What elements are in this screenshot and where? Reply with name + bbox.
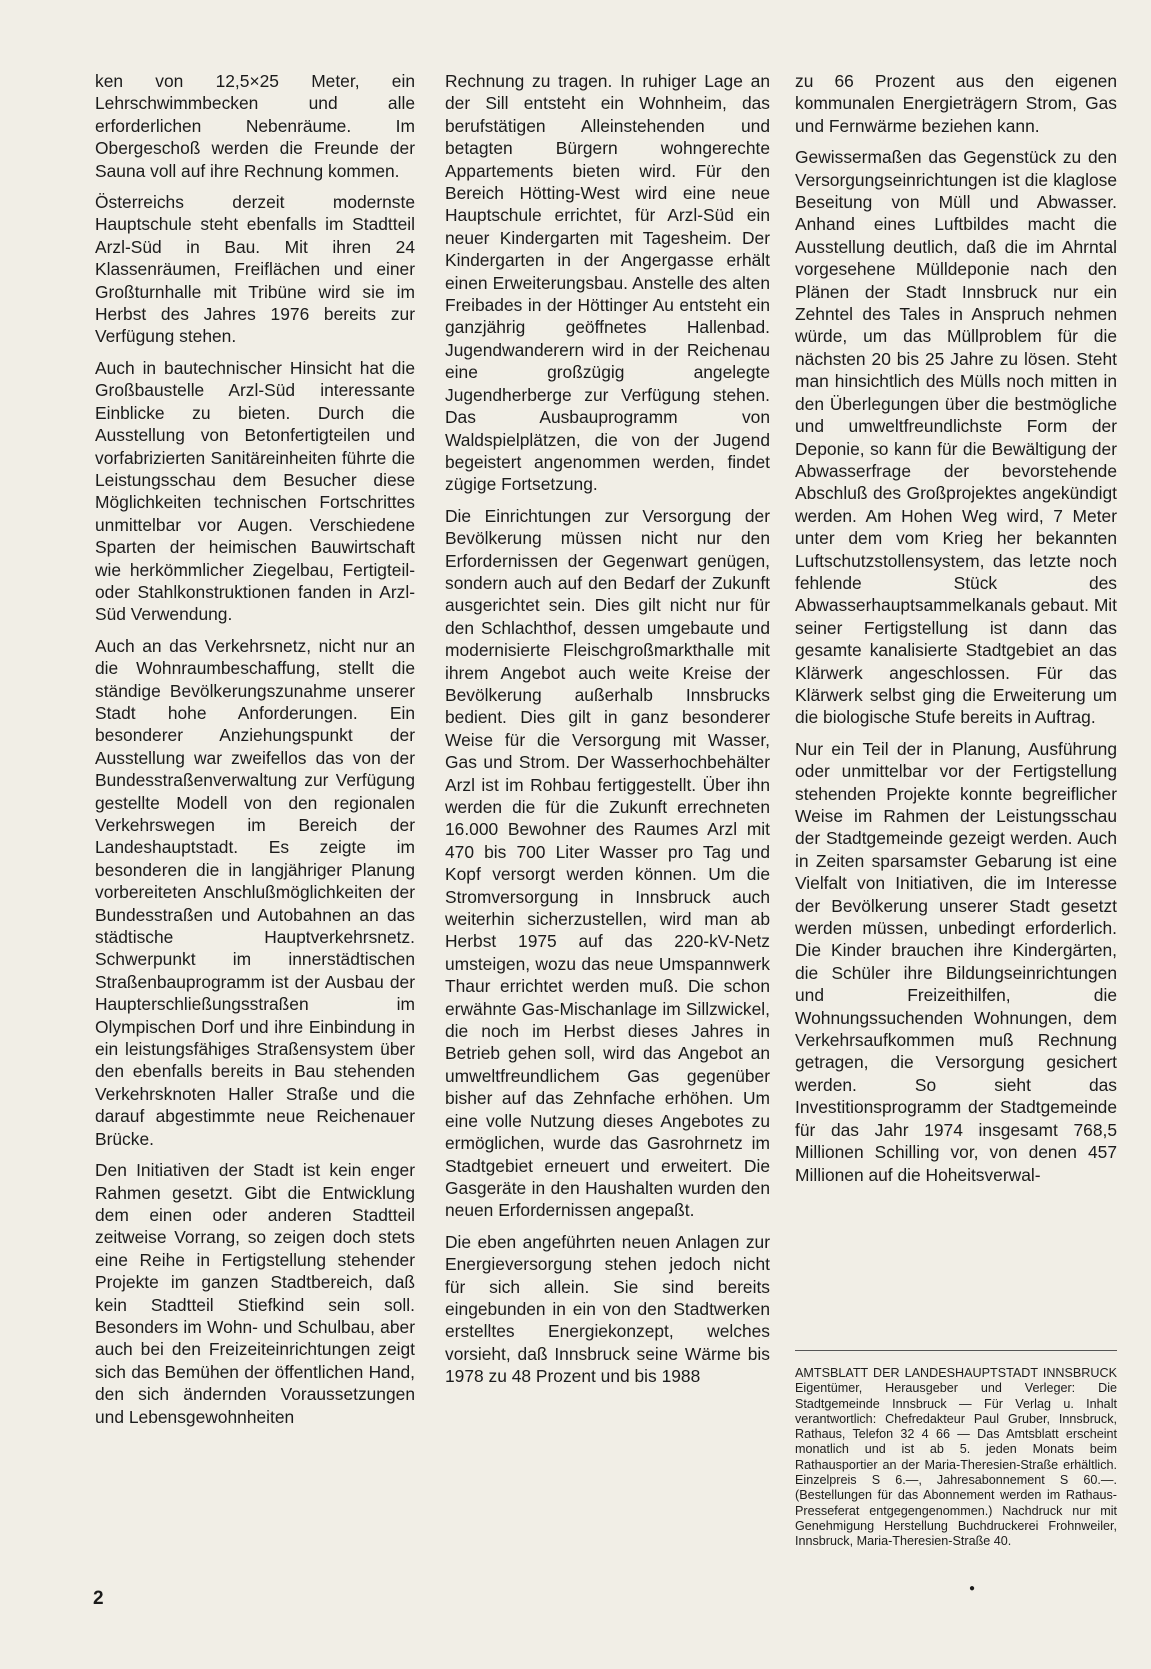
paragraph: zu 66 Prozent aus den eigenen kommunalen Energieträgern Strom, Gas und Fernwärme beziehen kann. [795, 71, 1117, 136]
paragraph: Gewissermaßen das Gegenstück zu den Versorgungseinrichtungen ist die klaglose Beseitung von Müll und Abwasser. Anhand eines Luftbildes macht die Ausstellung deutlich, daß die im Ahrntal vorgesehene Mülldeponie nach den Plänen der Stadt Innsbruck nur ein Zehntel des Tales in Anspruch nehmen würde, um das Müllproblem für die nächsten 20 bis 25 Jahre zu lösen. Steht man hinsichtlich des Mülls noch mitten in den Überlegungen über die bestmögliche und umweltfreundlichste Form der Deponie, so kann für die Bewältigung der Abwasserfrage der bevorstehende Abschluß des Großprojektes angekündigt werden. Am Hohen Weg wird, 7 Meter unter dem vom Krieg her bekannten Luftschutzstollensystem, das letzte noch fehlende Stück des Abwasserhauptsammelkanals gebaut. Mit seiner Fertigstellung ist dann das gesamte kanalisierte Stadtgebiet an das Klärwerk angeschlossen. Für das Klärwerk selbst ging die Erweiterung um die biologische Stufe bereits in Auftrag. [795, 147, 1117, 728]
paragraph: Nur ein Teil der in Planung, Ausführung oder unmittelbar vor der Fertigstellung stehenden Projekte konnte begreiflicher Weise im Rahmen der Leistungsschau der Stadtgemeinde gezeigt werden. Auch in Zeiten sparsamster Gebarung ist eine Vielfalt von Initiativen, die im Interesse der Bevölkerung unserer Stadt gesetzt werden müssen, unbedingt erforderlich. Die Kinder brauchen ihre Kindergärten, die Schüler ihre Bildungseinrichtungen und Freizeithilfen, die Wohnungssuchenden Wohnungen, dem Verkehrsaufkommen muß Rechnung getragen, die Versorgung gesichert werden. So sieht das Investitionsprogramm der Stadtgemeinde für das Jahr 1974 insgesamt 768,5 Millionen Schilling vor, von denen 457 Millionen auf die Hoheitsverwal- [795, 738, 1117, 1185]
paragraph: Den Initiativen der Stadt ist kein enger Rahmen gesetzt. Gibt die Entwicklung dem einen oder anderen Stadtteil zeitweise Vorrang, so zeigen doch stets eine Reihe in Fertigstellung stehender Projekte im ganzen Stadtbereich, daß kein Stadtteil Stiefkind sein soll. Besonders im Wohn- und Schulbau, aber auch bei den Freizeiteinrichtungen zeigt sich das Bemühen der öffentlichen Hand, den sich ändernden Voraussetzungen und Lebensgewohnheiten [95, 1160, 415, 1427]
print-mark: ● [969, 1583, 976, 1594]
text-column-2 [445, 70, 770, 1397]
text-column-3 [795, 70, 1117, 1195]
imprint-divider [795, 1350, 1117, 1351]
paragraph: ken von 12,5×25 Meter, ein Lehrschwimmbecken und alle erforderlichen Nebenräume. Im Obergeschoß werden die Freunde der Sauna voll auf ihre Rechnung kommen. [95, 71, 415, 181]
paragraph: Rechnung zu tragen. In ruhiger Lage an der Sill entsteht ein Wohnheim, das berufstätigen Alleinstehenden und betagten Bürgern wohngerechte Appartements bieten wird. Für den Bereich Hötting-West wird eine neue Hauptschule errichtet, für Arzl-Süd ein neuer Kindergarten mit Tagesheim. Der Kindergarten in der Angergasse erhält einen Erweiterungsbau. Anstelle des alten Freibades in der Höttinger Au entsteht ein ganzjährig geöffnetes Hallenbad. Jugendwanderern wird in der Reichenau eine großzügig angelegte Jugendherberge zur Verfügung stehen. Das Ausbauprogramm von Waldspielplätzen, die von der Jugend begeistert angenommen werden, findet zügige Fortsetzung. [445, 71, 770, 495]
paragraph: Auch in bautechnischer Hinsicht hat die Großbaustelle Arzl-Süd interessante Einblicke zu bieten. Durch die Ausstellung von Betonfertigteilen und vorfabrizierten Sanitäreinheiten führte die Leistungsschau dem Besucher diese Möglichkeiten technischen Fortschrittes unmittelbar vor Augen. Verschiedene Sparten der heimischen Bauwirtschaft wie herkömmlicher Ziegelbau, Fertigteil- oder Stahlkonstruktionen fanden in Arzl-Süd Verwendung. [95, 357, 415, 625]
imprint-block: AMTSBLATT DER LANDESHAUPTSTADT INNSBRUCK Eigentümer, Herausgeber und Verleger: Die Stadtgemeinde Innsbruck — Für Verlag u. Inhalt verantwortlich: Chefredakteur Paul Gruber, Innsbruck, Rathaus, Telefon 32 4 66 — Das Amtsblatt erscheint monatlich und ist ab 5. jeden Monats beim Rathausportier an der Maria-Theresien-Straße erhältlich. Einzelpreis S 6.—, Jahresabonnement S 60.—. (Bestellungen für das Abonnement werden im Rathaus-Presseferat entgegengenommen.) Nachdruck nur mit Genehmigung Herstellung Buchdruckerei Frohnweiler, Innsbruck, Maria-Theresien-Straße 40. [795, 1366, 1117, 1549]
paragraph: Die eben angeführten neuen Anlagen zur Energieversorgung stehen jedoch nicht für sich allein. Sie sind bereits eingebunden in ein von den Stadtwerken erstelltes Energiekonzept, welches vorsieht, daß Innsbruck seine Wärme bis 1978 zu 48 Prozent und bis 1988 [445, 1231, 770, 1387]
paragraph: Die Einrichtungen zur Versorgung der Bevölkerung müssen nicht nur den Erfordernissen der Gegenwart genügen, sondern auch auf den Bedarf der Zukunft ausgerichtet sein. Dies gilt nicht nur für den Schlachthof, dessen umgebaute und modernisierte Fleischgroßmarkthalle mit ihrem Angebot auch weite Kreise der Bevölkerung außerhalb Innsbrucks bedient. Dies gilt in ganz besonderer Weise für die Versorgung mit Wasser, Gas und Strom. Der Wasserhochbehälter Arzl ist im Rohbau fertiggestellt. Über ihn werden die für die Zukunft errechneten 16.000 Bewohner des Raumes Arzl mit 470 bis 700 Liter Wasser pro Tag und Kopf versorgt werden können. Um die Stromversorgung in Innsbruck auch weiterhin sicherzustellen, wird man ab Herbst 1975 auf das 220-kV-Netz umsteigen, wozu das neue Umspannwerk Thaur errichtet werden muß. Die schon erwähnte Gas-Mischanlage im Sillzwickel, die noch im Herbst dieses Jahres in Betrieb gehen soll, wird das Angebot an umweltfreundlichem Gas gegenüber bisher auf das Zehnfache erhöhen. Um eine volle Nutzung dieses Angebotes zu ermöglichen, wurde das Gasrohrnetz im Stadtgebiet erneuert und erweitert. Die Gasgeräte in den Haushalten wurden den neuen Erfordernissen angepaßt. [445, 505, 770, 1221]
page-number: 2 [93, 1588, 104, 1609]
paragraph: Österreichs derzeit modernste Hauptschule steht ebenfalls im Stadtteil Arzl-Süd in Bau. Mit ihren 24 Klassenräumen, Freiflächen und einer Großturnhalle mit Tribüne wird sie im Herbst des Jahres 1976 bereits zur Verfügung stehen. [95, 192, 415, 347]
paragraph: Auch an das Verkehrsnetz, nicht nur an die Wohnraumbeschaffung, stellt die ständige Bevölkerungszunahme unserer Stadt hohe Anforderungen. Ein besonderer Anziehungspunkt der Ausstellung war zweifellos das von der Bundesstraßenverwaltung zur Verfügung gestellte Modell von den regionalen Verkehrswegen im Bereich der Landeshauptstadt. Es zeigte im besonderen die in langjähriger Planung vorbereiteten Anschlußmöglichkeiten der Bundesstraßen und Autobahnen an das städtische Hauptverkehrsnetz. Schwerpunkt im innerstädtischen Straßenbauprogramm ist der Ausbau der Haupterschließungsstraßen im Olympischen Dorf und ihre Einbindung in ein leistungsfähiges Straßensystem über den ebenfalls bereits in Bau stehenden Verkehrsknoten Haller Straße und die darauf abgestimmte neue Reichenauer Brücke. [95, 635, 415, 1149]
text-column-1 [95, 70, 415, 1437]
